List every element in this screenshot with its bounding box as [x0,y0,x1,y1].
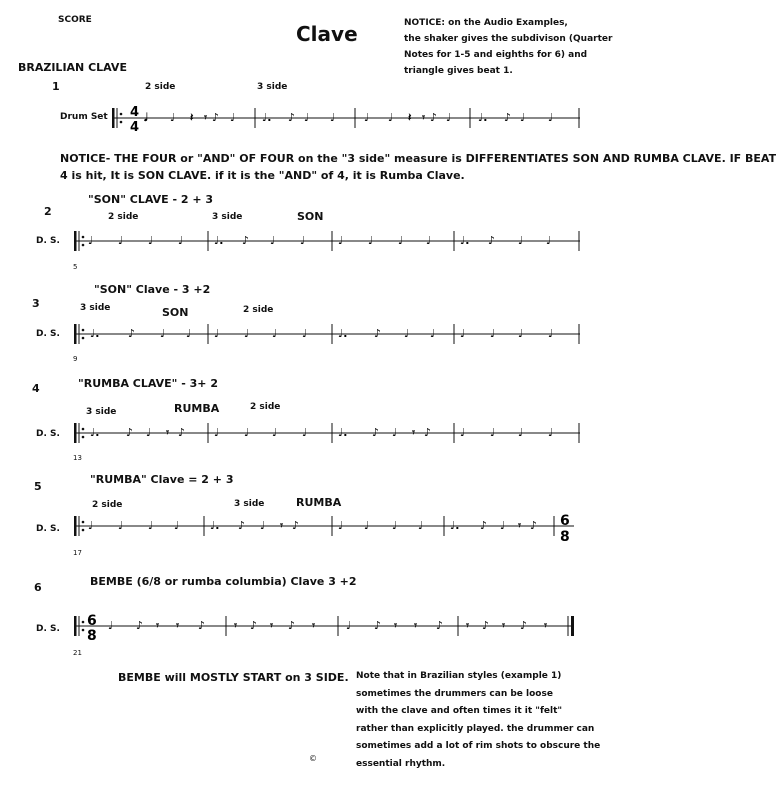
svg-text:♩.: ♩. [450,519,460,532]
svg-text:♩.: ♩. [90,426,100,439]
example-heading: BRAZILIAN CLAVE [18,61,127,74]
svg-text:𝄾: 𝄾 [204,111,207,124]
example-number: 1 [52,80,60,93]
side-label: 3 side [234,499,265,509]
svg-text:♩: ♩ [460,327,466,340]
svg-text:♩.: ♩. [338,426,348,439]
svg-text:♩: ♩ [160,327,166,340]
svg-text:𝄾: 𝄾 [544,619,547,632]
svg-text:♪: ♪ [128,327,136,340]
time-sig-bottom: 4 [130,120,140,135]
svg-text:♪: ♪ [242,234,250,247]
svg-text:♩: ♩ [518,327,524,340]
svg-text:♩: ♩ [500,519,506,532]
svg-text:♪: ♪ [480,519,488,532]
svg-text:♩: ♩ [548,327,554,340]
svg-text:♩: ♩ [88,234,94,247]
svg-text:♩: ♩ [364,111,370,124]
svg-text:♪: ♪ [178,426,186,439]
measure-number: 17 [73,549,82,557]
example-heading: BEMBE (6/8 or rumba columbia) Clave 3 +2 [90,575,357,588]
svg-text:♩: ♩ [178,234,184,247]
brazil-note [356,668,600,773]
brazil-note-line: sometimes add a lot of rim shots to obscure the [356,741,601,751]
svg-text:♩: ♩ [244,327,250,340]
svg-text:♩: ♩ [108,619,114,632]
measure-number: 13 [73,454,82,462]
time-sig-bottom: 8 [560,529,570,545]
side-label: 2 side [145,82,176,92]
svg-text:♩: ♩ [398,234,404,247]
svg-text:𝄽: 𝄽 [190,111,194,124]
svg-text:♪: ♪ [430,111,438,124]
svg-text:♩: ♩ [214,426,220,439]
example-heading: "SON" Clave - 3 +2 [94,283,211,296]
svg-text:♪: ♪ [374,619,382,632]
staff-example-6 [74,612,580,642]
example-number: 6 [34,581,42,594]
svg-text:♪: ♪ [520,619,528,632]
svg-text:♩: ♩ [270,234,276,247]
svg-text:♩: ♩ [300,234,306,247]
notice-middle-line: NOTICE- THE FOUR or "AND" OF FOUR on the "3 side" measure is DIFFERENTIATES SON AND RUMBA CLAVE. IF BEAT [60,152,776,165]
side-label: 2 side [243,305,274,315]
svg-text:♩: ♩ [304,111,310,124]
notice-top [404,15,612,79]
staff-example-4 [74,421,580,447]
svg-text:♩: ♩ [418,519,424,532]
svg-text:𝄾: 𝄾 [234,619,237,632]
staff-example-2 [74,229,580,255]
svg-text:♪: ♪ [288,111,296,124]
staff-example-3 [74,322,580,348]
svg-text:𝄾: 𝄾 [166,426,169,439]
svg-text:♪: ♪ [530,519,538,532]
side-label: 3 side [80,303,111,313]
svg-text:♩: ♩ [214,327,220,340]
svg-text:♩: ♩ [546,234,552,247]
svg-text:♩: ♩ [346,619,352,632]
svg-text:♩.: ♩. [210,519,220,532]
brazil-note-line: rather than explicitly played. the drummer can [356,723,595,734]
svg-text:♪: ♪ [136,619,144,632]
instrument-label: D. S. [36,624,60,634]
svg-text:♩: ♩ [244,426,250,439]
svg-text:𝄾: 𝄾 [176,619,179,632]
svg-text:♪: ♪ [126,426,134,439]
svg-text:♩.: ♩. [90,327,100,340]
time-sig-top: 6 [87,613,97,629]
time-sig-bottom: 8 [87,628,97,644]
svg-text:♩.: ♩. [262,111,272,124]
svg-text:♩: ♩ [490,426,496,439]
example-number: 4 [32,382,40,395]
side-label: 2 side [108,212,139,222]
example-heading: "SON" CLAVE - 2 + 3 [88,193,214,206]
svg-text:♩.: ♩. [478,111,488,124]
svg-text:♪: ♪ [288,619,296,632]
svg-text:♩: ♩ [230,111,236,124]
side-label: 3 side [212,212,243,222]
svg-text:♩: ♩ [170,111,176,124]
notice-line: triangle gives beat 1. [404,66,513,76]
svg-text:♩.: ♩. [460,234,470,247]
svg-text:♩: ♩ [430,327,436,340]
svg-text:♩: ♩ [338,519,344,532]
brazil-note-line: sometimes the drummers can be loose [356,688,553,699]
svg-text:♩: ♩ [392,519,398,532]
page-title: Clave [296,22,358,46]
score-label: SCORE [58,15,92,25]
svg-text:♪: ♪ [212,111,220,124]
svg-text:♩: ♩ [518,234,524,247]
measure-number: 21 [73,649,82,657]
svg-text:♩: ♩ [460,426,466,439]
svg-text:♩: ♩ [338,234,344,247]
svg-text:♪: ♪ [482,619,490,632]
notice-middle [60,150,776,184]
section-label: SON [162,306,189,319]
svg-text:𝄾: 𝄾 [156,619,159,632]
svg-text:♩: ♩ [330,111,336,124]
section-label: RUMBA [296,496,342,509]
svg-text:𝄽: 𝄽 [408,111,412,124]
svg-text:♩: ♩ [392,426,398,439]
svg-text:𝄾: 𝄾 [412,426,415,439]
example-number: 5 [34,480,42,493]
example-number: 3 [32,297,40,310]
example-heading: "RUMBA" Clave = 2 + 3 [90,473,234,486]
svg-text:♩: ♩ [404,327,410,340]
svg-text:♪: ♪ [250,619,258,632]
example-number: 2 [44,205,52,218]
time-sig-top: 4 [130,105,140,120]
side-label: 2 side [92,500,123,510]
svg-text:♩: ♩ [446,111,452,124]
staff-example-5 [74,514,580,544]
svg-text:♩: ♩ [174,519,180,532]
svg-text:♩: ♩ [518,426,524,439]
example-heading: "RUMBA CLAVE" - 3+ 2 [78,377,218,390]
svg-text:♩: ♩ [148,234,154,247]
bembe-note: BEMBE will MOSTLY START on 3 SIDE. [118,671,349,684]
measure-number: 5 [73,263,78,271]
svg-text:𝄾: 𝄾 [270,619,273,632]
svg-text:𝄾: 𝄾 [518,519,521,532]
section-label: RUMBA [174,402,220,415]
side-label: 3 side [86,407,117,417]
measure-number: 9 [73,355,78,363]
svg-text:𝅘𝅥: 𝅘𝅥 [144,111,148,124]
side-label: 2 side [250,402,281,412]
svg-text:♪: ♪ [488,234,496,247]
svg-text:𝄾: 𝄾 [502,619,505,632]
notice-line: NOTICE: on the Audio Examples, [404,18,568,28]
svg-text:♪: ♪ [504,111,512,124]
svg-text:♩: ♩ [368,234,374,247]
svg-text:♩: ♩ [272,327,278,340]
svg-text:♩: ♩ [272,426,278,439]
brazil-note-line: essential rhythm. [356,758,446,769]
svg-text:♩: ♩ [146,426,152,439]
svg-text:♩: ♩ [520,111,526,124]
section-label: SON [297,210,324,223]
notice-line: the shaker gives the subdivison (Quarter [404,34,613,44]
instrument-label: D. S. [36,524,60,534]
svg-text:𝄾: 𝄾 [280,519,283,532]
brazil-note-line: Note that in Brazilian styles (example 1) [356,671,562,681]
instrument-label: D. S. [36,429,60,439]
svg-text:𝄾: 𝄾 [394,619,397,632]
svg-text:♩: ♩ [88,519,94,532]
svg-text:♩.: ♩. [338,327,348,340]
svg-text:♩: ♩ [490,327,496,340]
svg-text:♩: ♩ [426,234,432,247]
instrument-label: Drum Set [60,112,108,122]
svg-text:♪: ♪ [374,327,382,340]
svg-text:𝄾: 𝄾 [466,619,469,632]
svg-text:♩: ♩ [186,327,192,340]
staff-example-1 [112,104,580,134]
svg-text:♪: ♪ [424,426,432,439]
side-label: 3 side [257,82,288,92]
svg-text:♩: ♩ [260,519,266,532]
svg-text:♩: ♩ [148,519,154,532]
notice-line: Notes for 1-5 and eighths for 6) and [404,50,588,60]
svg-text:♩: ♩ [302,327,308,340]
svg-text:♩: ♩ [388,111,394,124]
copyright-mark: © [309,754,317,763]
notice-middle-line: 4 is hit, It is SON CLAVE. if it is the "AND" of 4, it is Rumba Clave. [60,169,465,182]
brazil-note-line: with the clave and often times it it "felt" [356,706,563,716]
svg-text:𝄾: 𝄾 [422,111,425,124]
svg-text:♩: ♩ [548,111,554,124]
svg-text:♪: ♪ [372,426,380,439]
instrument-label: D. S. [36,236,60,246]
svg-text:𝄾: 𝄾 [414,619,417,632]
svg-text:♩: ♩ [118,519,124,532]
time-sig-top: 6 [560,513,570,529]
svg-text:♩.: ♩. [214,234,224,247]
svg-text:♩: ♩ [548,426,554,439]
svg-text:♩: ♩ [118,234,124,247]
svg-text:♪: ♪ [198,619,206,632]
svg-text:♪: ♪ [436,619,444,632]
svg-text:♪: ♪ [238,519,246,532]
svg-text:♩: ♩ [302,426,308,439]
svg-text:♩: ♩ [364,519,370,532]
svg-text:𝄾: 𝄾 [312,619,315,632]
instrument-label: D. S. [36,329,60,339]
svg-text:♪: ♪ [292,519,300,532]
